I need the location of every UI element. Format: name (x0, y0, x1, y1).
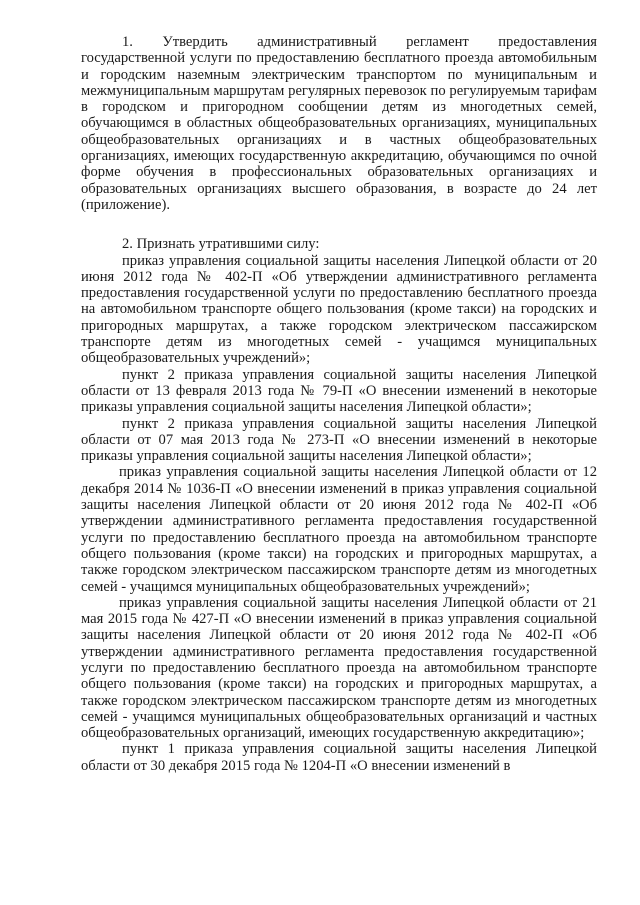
paragraph-order-79: пункт 2 приказа управления социальной защиты населения Липецкой области от 13 февраля 2013 года № 79-П «О внесении изменений в некоторые приказы управления социальной защиты населения Липецкой области»; (81, 366, 597, 416)
paragraph-spacer (81, 213, 597, 236)
document-page (81, 34, 597, 774)
paragraph-order-1036: приказ управления социальной защиты населения Липецкой области от 12 декабря 2014 № 1036-П «О внесении изменений в приказ управления социальной защиты населения Липецкой области от 20 июня 2012 года № 402-П «Об утверждении административного регламента предоставления государственной услуги по предоставлению бесплатного проезда на автомобильном транспорте общего пользования (кроме такси) на городских и пригородных маршрутах, а также городском электрическом пассажирском транспорте детям из многодетных семей - учащимся муниципальных общеобразовательных учреждений»; (81, 464, 597, 595)
paragraph-approve-regulation: 1. Утвердить административный регламент предоставления государственной услуги по предоставлению бесплатного проезда автомобильным и городским наземным электрическим транспортом по муниципальным и межмуниципальным маршрутам регулярных перевозок по регулируемым тарифам в городском и пригородном сообщении детям из многодетных семей, обучающимся в областных общеобразовательных организациях, муниципальных общеобразовательных организациях и в частных общеобразовательных организациях, имеющих государственную аккредитацию, обучающимся по очной форме обучения в профессиональных образовательных организациях и образовательных организациях высшего образования, в возрасте до 24 лет (приложение). (81, 34, 597, 213)
paragraph-order-1204: пункт 1 приказа управления социальной защиты населения Липецкой области от 30 декабря 2015 года № 1204-П «О внесении изменений в (81, 741, 597, 774)
paragraph-order-402: приказ управления социальной защиты населения Липецкой области от 20 июня 2012 года № 402-П «Об утверждении административного регламента предоставления государственной услуги по предоставлению бесплатного проезда на автомобильном транспорте общего пользования (кроме такси) на городских и пригородных маршрутах, а также городском электрическом пассажирском транспорте детям из многодетных семей - учащимся муниципальных общеобразовательных учреждений»; (81, 252, 597, 367)
paragraph-order-273: пункт 2 приказа управления социальной защиты населения Липецкой области от 07 мая 2013 года № 273-П «О внесении изменений в некоторые приказы управления социальной защиты населения Липецкой области»; (81, 415, 597, 465)
paragraph-declare-invalid: 2. Признать утратившими силу: (122, 236, 320, 253)
paragraph-order-427: приказ управления социальной защиты населения Липецкой области от 21 мая 2015 года № 427-П «О внесении изменений в приказ управления социальной защиты населения Липецкой области от 20 июня 2012 года № 402-П «Об утверждении административного регламента предоставления государственной услуги по предоставлению бесплатного проезда на автомобильном транспорте общего пользования (кроме такси) на городских и пригородных маршрутах, а также городском электрическом пассажирском транспорте детям из многодетных семей - учащимся муниципальных общеобразовательных организаций и частных общеобразовательных организаций, имеющих государственную аккредитацию»; (81, 594, 597, 742)
